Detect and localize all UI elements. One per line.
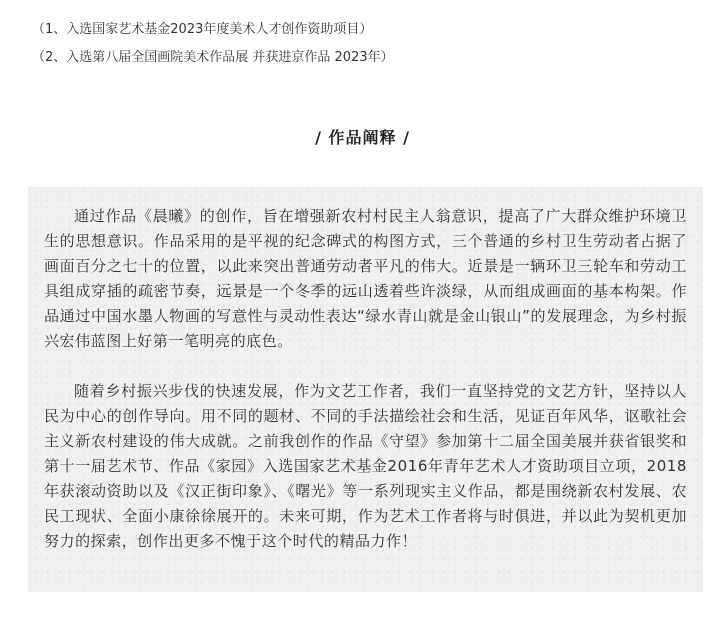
artwork-interpretation-panel: [28, 187, 703, 592]
paragraph-creation-intent: 通过作品《晨曦》的创作，旨在增强新农村村民主人翁意识，提高了广大群众维护环境卫生的思想意识。作品采用的是平视的纪念碑式的构图方式，三个普通的乡村卫生劳动者占据了画面百分之七十的位置，以此来突出普通劳动者平凡的伟大。近景是一辆环卫三轮车和劳动工具组成穿插的疏密节奏，远景是一个冬季的远山透着些许淡绿，从而组成画面的基本构架。作品通过中国水墨人物画的写意性与灵动性表达“绿水青山就是金山银山”的发展理念，为乡村振兴宏伟蓝图上好第一笔明亮的底色。: [44, 207, 687, 350]
section-title: / 作品阐释 /: [315, 128, 410, 147]
paragraph-artist-statement: 随着乡村振兴步伐的快速发展，作为文艺工作者，我们一直坚持党的文艺方针，坚持以人民为中心的创作导向。用不同的题材、不同的手法描绘社会和生活，见证百年风华，讴歌社会主义新农村建设的伟大成就。之前我创作的作品《守望》参加第十二届全国美展并获省银奖和第十一届艺术节、作品《家园》入选国家艺术基金2016年青年艺术人才资助项目立项，2018年获滚动资助以及《汉正街印象》、《曙光》等一系列现实主义作品，都是围绕新农村发展、农民工现状、全面小康徐徐展开的。未来可期，作为艺术工作者将与时俱进，并以此为契机更加努力的探索，创作出更多不愧于这个时代的精品力作！: [44, 382, 687, 550]
note-academy-exhibition: （2、入选第八届全国画院美术作品展 并获进京作品 2023年）: [32, 50, 394, 65]
project-notes: [32, 16, 712, 72]
note-national-art-fund: （1、入选国家艺术基金2023年度美术人才创作资助项目）: [32, 22, 373, 37]
